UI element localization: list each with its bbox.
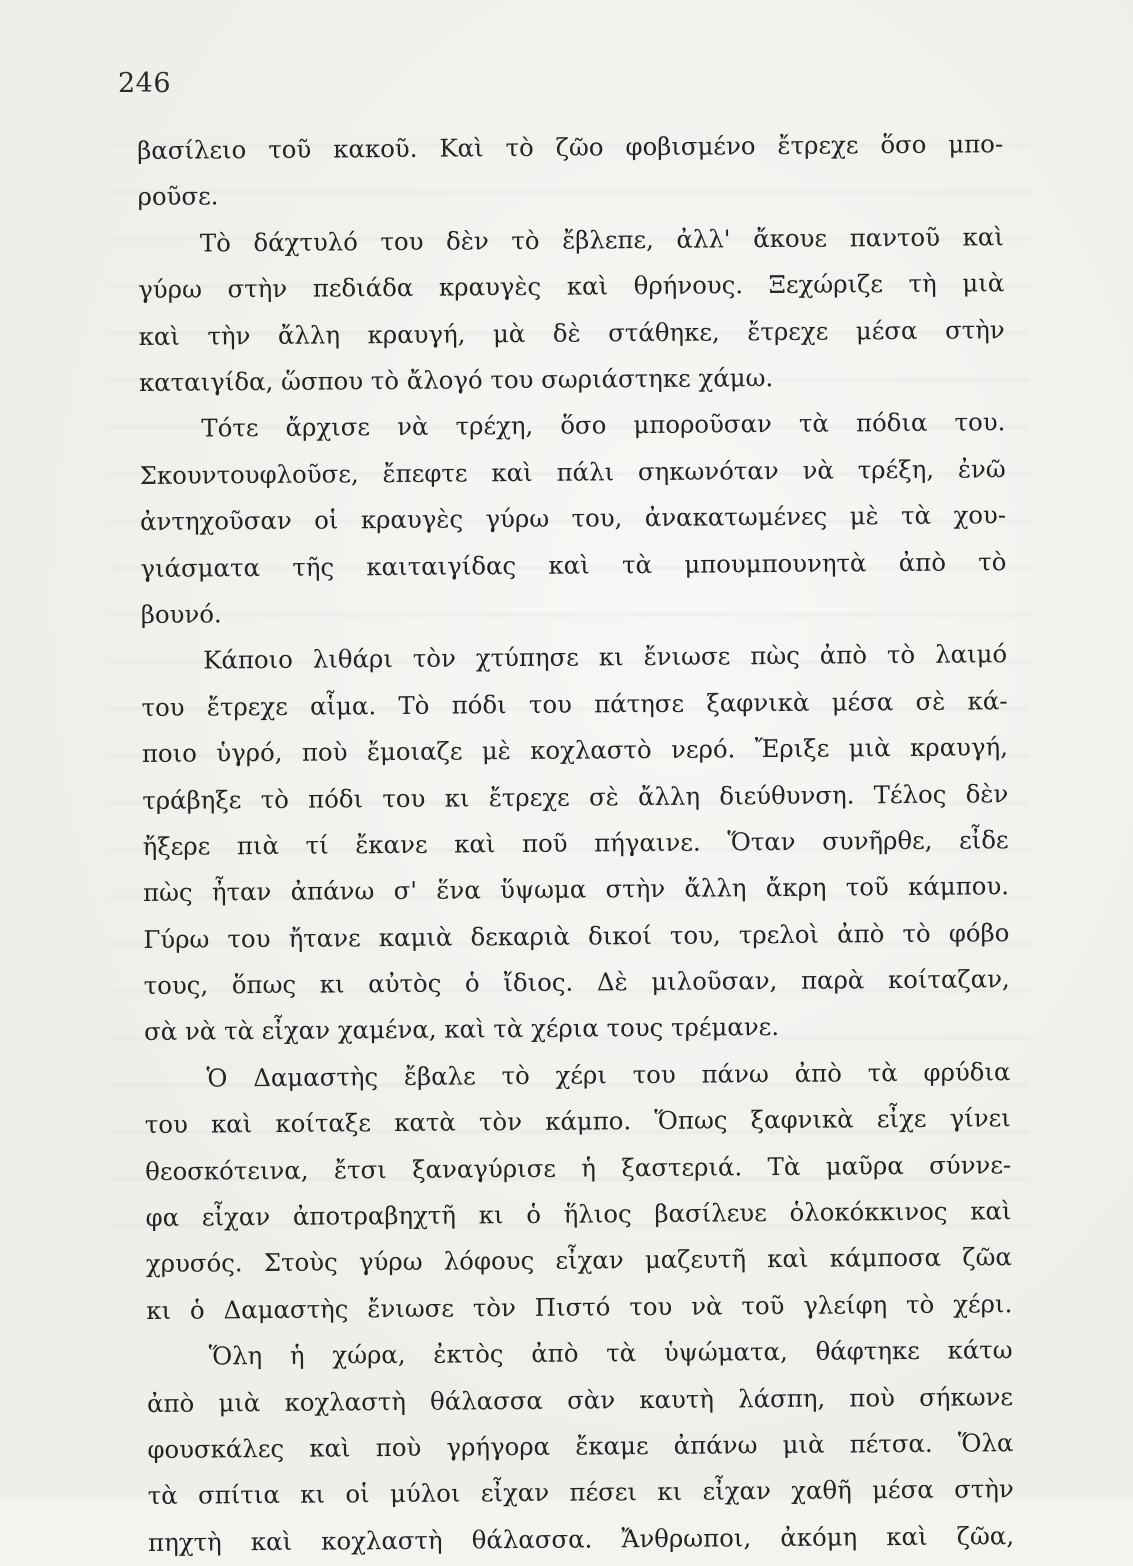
text-line: του καὶ κοίταξε κατὰ τὸν κάμπο. Ὅπως ξαφνικὰ εἶχε γίνει xyxy=(144,1103,1011,1140)
text-line: τους, ὅπως κι αὐτὸς ὁ ἴδιος. Δὲ μιλοῦσαν, παρὰ κοίταζαν, xyxy=(143,964,1010,1001)
text-line: κι ὁ Δαμαστὴς ἔνιωσε τὸν Πιστό του νὰ τοῦ γλείφη τὸ χέρι. xyxy=(146,1288,1013,1325)
text-line: ἀντηχοῦσαν οἱ κραυγὲς γύρω του, ἀνακατωμένες μὲ τὰ χου- xyxy=(139,500,1007,537)
text-line: ροῦσε. xyxy=(137,181,219,212)
text-line: τράβηξε τὸ πόδι του κι ἔτρεχε σὲ ἄλλη διεύθυνση. Τέλος δὲν xyxy=(142,778,1009,815)
text-line: τὰ σπίτια κι οἱ μύλοι εἶχαν πέσει κι εἶχαν χαθῆ μέσα στὴν xyxy=(147,1474,1014,1511)
text-line: ποιο ὑγρό, ποὺ ἔμοιαζε μὲ κοχλαστὸ νερό. Ἔριξε μιὰ κραυγή, xyxy=(141,732,1009,769)
text-line: γύρω στὴν πεδιάδα κραυγὲς καὶ θρήνους. Ξεχώριζε τὴ μιὰ xyxy=(138,268,1005,305)
text-line: Τὸ δάχτυλό του δὲν τὸ ἔβλεπε, ἀλλ' ἄκουε παντοῦ καὶ xyxy=(199,221,1004,258)
text-line: πηχτὴ καὶ κοχλαστὴ θάλασσα. Ἄνθρωποι, ἀκόμη καὶ ζῶα, xyxy=(147,1520,1015,1557)
text-line: καὶ τὴν ἄλλη κραυγή, μὰ δὲ στάθηκε, ἔτρεχε μέσα στὴν xyxy=(138,314,1005,351)
text-line: Τότε ἄρχισε νὰ τρέχη, ὅσο μποροῦσαν τὰ πόδια του. xyxy=(201,407,1006,443)
text-line: βουνό. xyxy=(140,599,222,629)
text-line: Γύρω του ἤτανε καμιὰ δεκαριὰ δικοί του, τρελοὶ ἀπὸ τὸ φόβο xyxy=(143,917,1010,954)
body-text xyxy=(137,121,1014,1566)
text-line: Ὁ Δαμαστὴς ἔβαλε τὸ χέρι του πάνω ἀπὸ τὰ φρύδια xyxy=(206,1057,1011,1093)
text-line: πὼς ἦταν ἀπάνω σ' ἕνα ὕψωμα στὴν ἄλλη ἄκρη τοῦ κάμπου. xyxy=(142,871,1010,908)
text-line: καταιγίδα, ὥσπου τὸ ἄλογό του σωριάστηκε χάμω. xyxy=(138,362,774,397)
text-line: σὰ νὰ τὰ εἶχαν χαμένα, καὶ τὰ χέρια τους τρέμανε. xyxy=(143,1012,780,1047)
page-number: 246 xyxy=(118,68,172,99)
text-line: γιάσματα τῆς καιταιγίδας καὶ τὰ μπουμπουνητὰ ἀπὸ τὸ xyxy=(140,546,1007,583)
text-line: Σκουντουφλοῦσε, ἔπεφτε καὶ πάλι σηκωνόταν νὰ τρέξη, ἐνῶ xyxy=(139,453,1006,490)
text-line: χρυσός. Στοὺς γύρω λόφους εἶχαν μαζευτῆ καὶ κάμποσα ζῶα xyxy=(145,1242,1013,1279)
text-line: του ἔτρεχε αἷμα. Τὸ πόδι του πάτησε ξαφνικὰ μέσα σὲ κά- xyxy=(141,685,1008,722)
text-line: φα εἶχαν ἀποτραβηχτῆ κι ὁ ἥλιος βασίλευε ὁλοκόκκινος καὶ xyxy=(145,1196,1012,1233)
text-line: Κάποιο λιθάρι τὸν χτύπησε κι ἔνιωσε πὼς ἀπὸ τὸ λαιμό xyxy=(203,639,1008,675)
text-line: φουσκάλες καὶ ποὺ γρήγορα ἔκαμε ἀπάνω μιὰ πέτσα. Ὅλα xyxy=(147,1428,1014,1464)
text-line: θεοσκότεινα, ἔτσι ξαναγύρισε ἡ ξαστεριά. Τὰ μαῦρα σύννε- xyxy=(145,1149,1012,1186)
text-line: ἤξερε πιὰ τί ἔκανε καὶ ποῦ πήγαινε. Ὅταν συνῆρθε, εἶδε xyxy=(142,825,1009,861)
text-line: ἀπὸ μιὰ κοχλαστὴ θάλασσα σὰν καυτὴ λάσπη, ποὺ σήκωνε xyxy=(146,1381,1014,1418)
text-line: βασίλειο τοῦ κακοῦ. Καὶ τὸ ζῶο φοβισμένο ἔτρεχε ὅσο μπο- xyxy=(137,129,1004,165)
text-line: Ὅλη ἡ χώρα, ἐκτὸς ἀπὸ τὰ ὑψώματα, θάφτηκε κάτω xyxy=(208,1335,1013,1371)
